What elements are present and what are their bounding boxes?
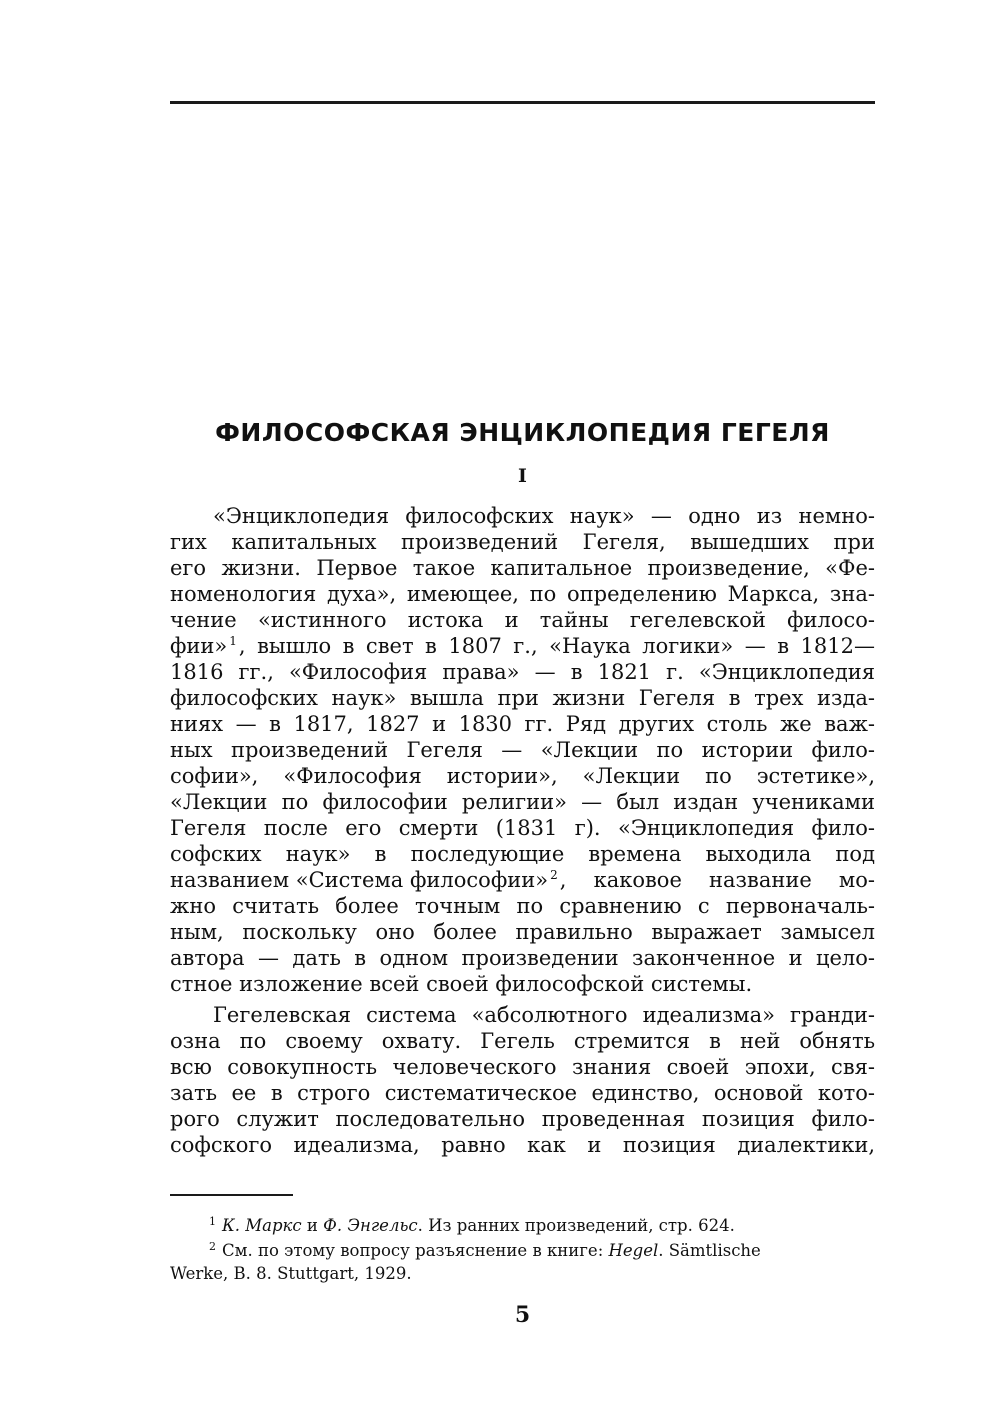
footnote-author: Ф. Энгельс [323, 1216, 418, 1235]
body-line-with-footnote: фии» $^1$ , вышло в свет в 1807 г., «Наука логики» — в 1812— [170, 634, 875, 658]
body-line-part: названием «Система философии» [170, 868, 549, 892]
body-line: философских наук» вышла при жизни Гегеля в трех изда- [170, 686, 875, 710]
footnote-text: . Из ранних произведений, стр. 624. [417, 1216, 735, 1235]
footnote-number: 1 [209, 1215, 216, 1228]
body-line: стное изложение всей своей философской системы. [170, 972, 753, 996]
footnote-italic: Hegel [608, 1241, 659, 1260]
footnote-text-part: . Sämtlische [658, 1241, 761, 1260]
page-title: ФИЛОСОФСКАЯ ЭНЦИКЛОПЕДИЯ ГЕГЕЛЯ [215, 418, 830, 447]
body-line-part: , каковое название мо- [559, 868, 875, 892]
body-line: ниях — в 1817, 1827 и 1830 гг. Ряд других столь же важ- [170, 712, 875, 736]
body-line: жно считать более точным по сравнению с первоначаль- [170, 894, 875, 918]
body-line: софского идеализма, равно как и позиция диалектики, [170, 1133, 875, 1157]
body-line: гих капитальных произведений Гегеля, вышедших при [170, 530, 875, 554]
body-line: номенология духа», имеющее, по определению Маркса, зна- [170, 582, 875, 606]
body-line: софских наук» в последующие времена выходила под [170, 842, 875, 866]
footnote-text-row [222, 1240, 875, 1262]
footnote-conj: и [301, 1216, 324, 1235]
body-line: автора — дать в одном произведении законченное и цело- [170, 946, 875, 970]
body-line: чение «истинного истока и тайны гегелевской филосо- [170, 608, 875, 632]
body-line: софии», «Философия истории», «Лекции по эстетике», [170, 764, 875, 788]
body-line: Гегеля после его смерти (1831 г). «Энциклопедия фило- [170, 816, 875, 840]
body-line: зать ее в строго систематическое единство, основой кото- [170, 1081, 875, 1105]
body-line: «Энциклопедия философских наук» — одно из немно- [213, 504, 875, 528]
footnote-rule [170, 1194, 293, 1196]
footnote-number: 2 [209, 1240, 216, 1253]
body-line: «Лекции по философии религии» — был издан учениками [170, 790, 875, 814]
top-rule [170, 101, 875, 104]
body-line: ным, поскольку оно более правильно выражает замысел [170, 920, 875, 944]
body-line: Гегелевская система «абсолютного идеализма» гранди- [213, 1003, 875, 1027]
body-line: рого служит последовательно проведенная позиция фило- [170, 1107, 875, 1131]
footnote-2 [209, 1240, 875, 1262]
body-line-part: фии» [170, 634, 228, 658]
body-line: озна по своему охвату. Гегель стремится в ней обнять [170, 1029, 875, 1053]
body-line: его жизни. Первое такое капитальное произведение, «Фе- [170, 556, 875, 580]
body-line: ных произведений Гегеля — «Лекции по истории фило- [170, 738, 875, 762]
footnote-text [222, 1240, 761, 1262]
body-line: 1816 гг., «Философия права» — в 1821 г. «Энциклопедия [170, 660, 875, 684]
body-line-with-footnote: названием «Система философии» $^2$ , каковое название мо- [170, 868, 875, 892]
footnote-1 [209, 1215, 875, 1237]
footnote-2-continued: Werke, B. 8. Stuttgart, 1929. [170, 1264, 412, 1283]
page-number: 5 [514, 1302, 531, 1328]
body-line-part: , вышло в свет в 1807 г., «Наука логики» — в 1812— [238, 634, 875, 658]
footnote-text-part: См. по этому вопросу разъяснение в книге: [222, 1241, 609, 1260]
section-numeral: I [518, 465, 527, 487]
footnote-author: К. Маркс [222, 1216, 302, 1235]
body-line: всю совокупность человеческого знания своей эпохи, свя- [170, 1055, 875, 1079]
